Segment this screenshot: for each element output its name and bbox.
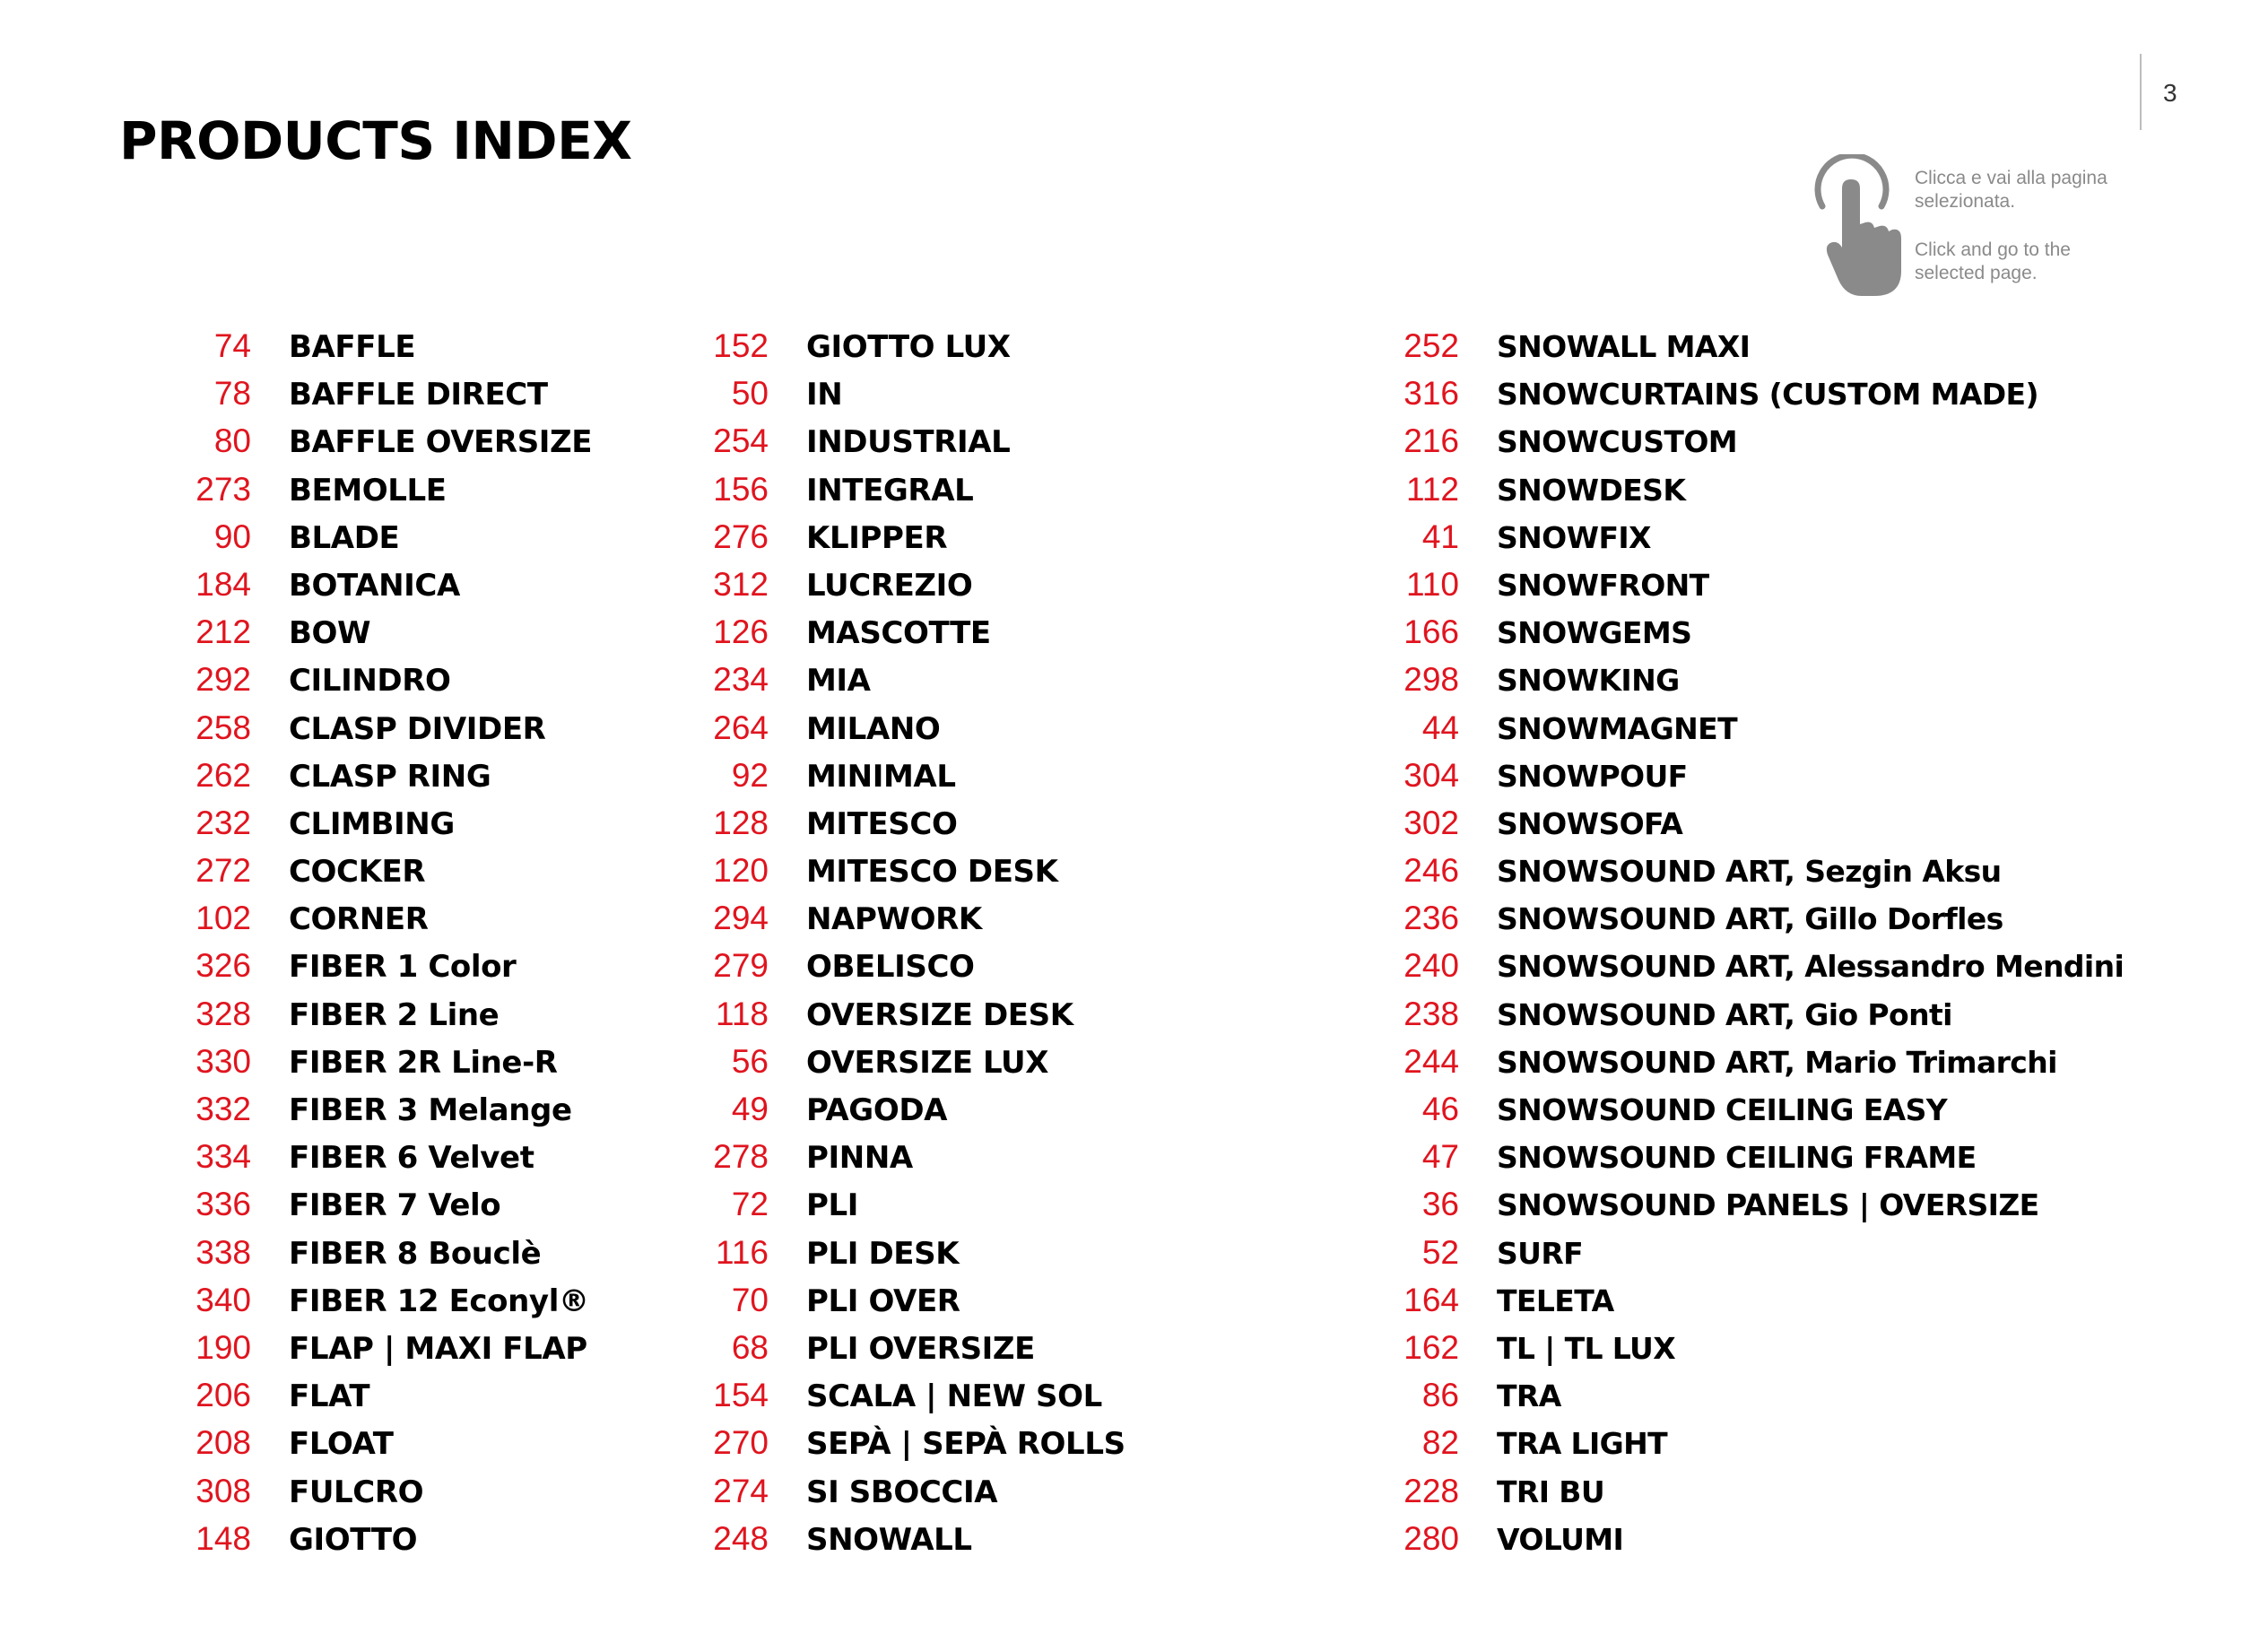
index-entry[interactable] <box>634 1186 1125 1233</box>
product-name[interactable]: FLAP | MAXI FLAP <box>289 1330 587 1367</box>
product-name[interactable]: CILINDRO <box>289 663 451 700</box>
index-entry[interactable] <box>117 900 592 947</box>
index-entry[interactable] <box>117 996 592 1043</box>
product-name[interactable]: TRA LIGHT <box>1497 1426 1668 1462</box>
page-link-number[interactable]: 212 <box>196 613 251 651</box>
page-link-number[interactable]: 228 <box>1403 1472 1459 1509</box>
product-name[interactable]: FIBER 2R Line-R <box>289 1044 558 1081</box>
index-entry[interactable] <box>117 566 592 613</box>
page-link-number[interactable]: 280 <box>1403 1519 1459 1557</box>
index-entry[interactable] <box>117 1520 592 1568</box>
index-entry[interactable] <box>634 661 1125 709</box>
page-link-number[interactable]: 206 <box>196 1377 251 1414</box>
page-link-number[interactable]: 246 <box>1403 852 1459 890</box>
index-entry[interactable] <box>1325 566 2124 613</box>
product-name[interactable]: SNOWGEMS <box>1497 615 1692 651</box>
product-name[interactable]: SNOWPOUF <box>1497 758 1688 794</box>
index-entry[interactable] <box>117 709 592 757</box>
product-name[interactable]: FIBER 3 Melange <box>289 1092 572 1128</box>
page-link-number[interactable]: 302 <box>1403 804 1459 841</box>
product-name[interactable]: FULCRO <box>289 1474 424 1510</box>
index-column-2 <box>634 327 1125 1568</box>
product-name[interactable]: SNOWMAGNET <box>1497 710 1737 746</box>
index-entry[interactable] <box>1325 1377 2124 1424</box>
page-link-number[interactable]: 278 <box>713 1138 769 1176</box>
page-link-number[interactable]: 272 <box>196 852 251 890</box>
page-link-number[interactable]: 190 <box>196 1328 251 1366</box>
product-name[interactable]: LUCREZIO <box>806 567 973 604</box>
product-name[interactable]: SNOWCURTAINS (CUSTOM MADE) <box>1497 377 2038 413</box>
product-name[interactable]: MINIMAL <box>806 758 956 795</box>
product-name[interactable]: MASCOTTE <box>806 615 991 652</box>
page-link-number[interactable]: 262 <box>196 756 251 794</box>
index-entry[interactable] <box>1325 375 2124 422</box>
index-entry[interactable] <box>1325 471 2124 518</box>
page-link-number[interactable]: 110 <box>1406 565 1459 603</box>
product-name[interactable]: FLAT <box>289 1378 370 1415</box>
index-entry[interactable] <box>634 852 1125 900</box>
page-link-number[interactable]: 316 <box>1403 375 1459 413</box>
page-link-number[interactable]: 298 <box>1403 661 1459 699</box>
product-name[interactable]: BAFFLE OVERSIZE <box>289 424 593 461</box>
page-link-number[interactable]: 78 <box>213 375 251 413</box>
product-name[interactable]: TELETA <box>1497 1282 1614 1318</box>
product-name[interactable]: CLASP DIVIDER <box>289 710 546 747</box>
product-name[interactable]: BOW <box>289 615 371 652</box>
header-divider <box>2140 54 2142 130</box>
index-entry[interactable] <box>117 613 592 661</box>
page-link-number[interactable]: 102 <box>196 900 251 937</box>
index-entry[interactable] <box>117 1043 592 1091</box>
product-name[interactable]: OVERSIZE LUX <box>806 1044 1049 1081</box>
page-link-number[interactable]: 334 <box>196 1138 251 1176</box>
page-link-number[interactable]: 112 <box>1406 470 1459 508</box>
index-entry[interactable] <box>634 375 1125 422</box>
page-link-number[interactable]: 49 <box>731 1091 769 1127</box>
page-link-number[interactable]: 118 <box>716 995 769 1032</box>
index-entry[interactable] <box>634 1377 1125 1424</box>
page-link-number[interactable]: 292 <box>196 661 251 699</box>
index-entry[interactable] <box>117 1473 592 1520</box>
page-link-number[interactable]: 328 <box>196 995 251 1032</box>
index-entry[interactable] <box>1325 1043 2124 1091</box>
index-entry[interactable] <box>117 661 592 709</box>
page-link-number[interactable]: 312 <box>713 565 769 603</box>
product-name[interactable]: CLIMBING <box>289 805 455 842</box>
index-entry[interactable] <box>1325 327 2124 375</box>
index-entry[interactable] <box>117 947 592 995</box>
product-name[interactable]: INDUSTRIAL <box>806 424 1011 461</box>
index-entry[interactable] <box>1325 1424 2124 1472</box>
index-entry[interactable] <box>634 996 1125 1043</box>
page-title: PRODUCTS INDEX <box>119 110 632 171</box>
index-entry[interactable] <box>634 1043 1125 1091</box>
index-entry[interactable] <box>634 1091 1125 1138</box>
page-number: 3 <box>2163 79 2177 107</box>
page-link-number[interactable]: 264 <box>713 709 769 746</box>
page-link-number[interactable]: 82 <box>1421 1424 1459 1462</box>
page-link-number[interactable]: 254 <box>713 422 769 460</box>
page-link-number[interactable]: 252 <box>1403 327 1459 364</box>
product-name[interactable]: FIBER 8 Bouclè <box>289 1235 542 1272</box>
page-link-number[interactable]: 338 <box>196 1233 251 1271</box>
index-entry[interactable] <box>634 709 1125 757</box>
index-entry[interactable] <box>1325 422 2124 470</box>
product-name[interactable]: OVERSIZE DESK <box>806 996 1073 1033</box>
product-name[interactable]: PAGODA <box>806 1092 948 1128</box>
product-name[interactable]: OBELISCO <box>806 949 975 986</box>
page-link-number[interactable]: 308 <box>196 1472 251 1509</box>
product-name[interactable]: SNOWSOUND ART, Alessandro Mendini <box>1497 949 2125 985</box>
page-link-number[interactable]: 162 <box>1403 1328 1459 1366</box>
product-name[interactable]: NAPWORK <box>806 901 982 938</box>
page-link-number[interactable]: 216 <box>1403 422 1459 460</box>
index-entry[interactable] <box>1325 804 2124 852</box>
product-name[interactable]: SNOWSOUND CEILING EASY <box>1497 1092 1948 1127</box>
page-link-number[interactable]: 326 <box>196 947 251 985</box>
page-link-number[interactable]: 52 <box>1421 1233 1459 1271</box>
page-link-number[interactable]: 74 <box>213 327 251 364</box>
page-link-number[interactable]: 166 <box>1403 613 1459 651</box>
page-link-number[interactable]: 336 <box>196 1186 251 1223</box>
index-entry[interactable] <box>634 804 1125 852</box>
page-link-number[interactable]: 126 <box>713 613 769 651</box>
index-entry[interactable] <box>117 804 592 852</box>
hint-text <box>1915 167 2121 285</box>
index-column-1 <box>117 327 592 1568</box>
page-link-number[interactable]: 244 <box>1403 1042 1459 1080</box>
hint-text-it: Clicca e vai alla pagina selezionata. <box>1915 168 2107 212</box>
page-link-number[interactable]: 44 <box>1421 709 1459 746</box>
index-entry[interactable] <box>1325 1473 2124 1520</box>
product-name[interactable]: KLIPPER <box>806 519 948 556</box>
page-link-number[interactable]: 148 <box>196 1519 251 1557</box>
page-link-number[interactable]: 128 <box>713 804 769 841</box>
product-name[interactable]: COCKER <box>289 854 426 891</box>
product-name[interactable]: VOLUMI <box>1497 1521 1624 1557</box>
product-name[interactable]: TL | TL LUX <box>1497 1330 1676 1366</box>
page-link-number[interactable]: 70 <box>731 1281 769 1318</box>
product-name[interactable]: SNOWSOUND PANELS | OVERSIZE <box>1497 1187 2039 1223</box>
product-name[interactable]: FLOAT <box>289 1426 394 1463</box>
index-entry[interactable] <box>634 471 1125 518</box>
index-entry[interactable] <box>1325 1186 2124 1233</box>
product-name[interactable]: SNOWDESK <box>1497 472 1686 508</box>
index-entry[interactable] <box>117 1329 592 1377</box>
index-entry[interactable] <box>634 613 1125 661</box>
product-name[interactable]: CLASP RING <box>289 758 491 795</box>
product-name[interactable]: SNOWALL MAXI <box>1497 329 1751 364</box>
index-entry[interactable] <box>117 852 592 900</box>
product-name[interactable]: SNOWALL <box>806 1521 972 1558</box>
product-name[interactable]: PLI OVER <box>806 1282 960 1319</box>
product-name[interactable]: BOTANICA <box>289 567 460 604</box>
index-entry[interactable] <box>1325 852 2124 900</box>
page-link-number[interactable]: 56 <box>731 1042 769 1080</box>
product-name[interactable]: PLI DESK <box>806 1235 960 1272</box>
page-link-number[interactable]: 92 <box>731 756 769 794</box>
page-link-number[interactable]: 116 <box>716 1233 769 1271</box>
product-name[interactable]: SNOWSOUND ART, Sezgin Aksu <box>1497 854 2002 890</box>
product-name[interactable]: BAFFLE <box>289 329 416 365</box>
page-link-number[interactable]: 304 <box>1403 756 1459 794</box>
page-link-number[interactable]: 340 <box>196 1281 251 1318</box>
index-entry[interactable] <box>634 518 1125 566</box>
product-name[interactable]: FIBER 7 Velo <box>289 1187 501 1224</box>
product-name[interactable]: TRA <box>1497 1378 1561 1414</box>
index-entry[interactable] <box>117 1186 592 1233</box>
index-entry[interactable] <box>117 518 592 566</box>
product-name[interactable]: PINNA <box>806 1140 913 1177</box>
page-link-number[interactable]: 276 <box>713 517 769 555</box>
index-entry[interactable] <box>1325 613 2124 661</box>
product-name[interactable]: SNOWSOUND ART, Mario Trimarchi <box>1497 1044 2057 1080</box>
index-entry[interactable] <box>117 1234 592 1282</box>
page-link-number[interactable]: 90 <box>213 517 251 555</box>
product-name[interactable]: SNOWKING <box>1497 663 1680 699</box>
hint-text-en: Click and go to the selected page. <box>1915 239 2071 283</box>
index-entry[interactable] <box>634 1234 1125 1282</box>
product-name[interactable]: FIBER 6 Velvet <box>289 1140 534 1177</box>
product-name[interactable]: FIBER 2 Line <box>289 996 500 1033</box>
product-name[interactable]: SURF <box>1497 1235 1584 1271</box>
product-name[interactable]: SNOWSOUND ART, Gio Ponti <box>1497 996 1952 1032</box>
page-link-number[interactable]: 270 <box>713 1424 769 1462</box>
product-name[interactable]: INTEGRAL <box>806 472 974 509</box>
product-name[interactable]: SNOWCUSTOM <box>1497 424 1738 460</box>
index-entry[interactable] <box>634 1473 1125 1520</box>
index-entry[interactable] <box>1325 900 2124 947</box>
page-link-number[interactable]: 258 <box>196 709 251 746</box>
index-entry[interactable] <box>117 1424 592 1472</box>
product-name[interactable]: MITESCO <box>806 805 958 842</box>
index-entry[interactable] <box>117 375 592 422</box>
index-entry[interactable] <box>634 947 1125 995</box>
page-link-number[interactable]: 72 <box>731 1186 769 1223</box>
index-entry[interactable] <box>117 1091 592 1138</box>
tap-finger-icon <box>1803 154 1910 298</box>
index-entry[interactable] <box>634 1424 1125 1472</box>
index-entry[interactable] <box>634 1282 1125 1329</box>
page-link-number[interactable]: 164 <box>1403 1281 1459 1318</box>
index-entry[interactable] <box>1325 1091 2124 1138</box>
product-name[interactable]: SNOWFRONT <box>1497 567 1709 603</box>
index-entry[interactable] <box>1325 757 2124 804</box>
index-entry[interactable] <box>1325 1234 2124 1282</box>
index-entry[interactable] <box>1325 1282 2124 1329</box>
page-link-number[interactable]: 46 <box>1421 1091 1459 1127</box>
index-entry[interactable] <box>1325 1329 2124 1377</box>
index-entry[interactable] <box>634 757 1125 804</box>
product-name[interactable]: PLI OVERSIZE <box>806 1330 1035 1367</box>
page-link-number[interactable]: 273 <box>196 470 251 508</box>
product-name[interactable]: BAFFLE DIRECT <box>289 377 548 413</box>
index-entry[interactable] <box>634 422 1125 470</box>
page-link-number[interactable]: 208 <box>196 1424 251 1462</box>
index-entry[interactable] <box>117 471 592 518</box>
page-link-number[interactable]: 156 <box>713 470 769 508</box>
page-link-number[interactable]: 238 <box>1403 995 1459 1032</box>
product-name[interactable]: MITESCO DESK <box>806 854 1058 891</box>
page-link-number[interactable]: 248 <box>713 1519 769 1557</box>
product-name[interactable]: IN <box>806 377 843 413</box>
product-name[interactable]: SEPÀ | SEPÀ ROLLS <box>806 1426 1125 1463</box>
page-link-number[interactable]: 274 <box>713 1472 769 1509</box>
index-entry[interactable] <box>117 1377 592 1424</box>
product-name[interactable]: SNOWSOUND CEILING FRAME <box>1497 1140 1977 1176</box>
product-name[interactable]: CORNER <box>289 901 429 938</box>
product-name[interactable]: FIBER 12 Econyl® <box>289 1282 589 1319</box>
product-name[interactable]: SNOWSOUND ART, Gillo Dorfles <box>1497 901 2003 937</box>
page-link-number[interactable]: 294 <box>713 900 769 937</box>
index-entry[interactable] <box>117 1282 592 1329</box>
page-link-number[interactable]: 50 <box>731 375 769 413</box>
index-entry[interactable] <box>1325 996 2124 1043</box>
index-entry[interactable] <box>1325 1138 2124 1186</box>
page-link-number[interactable]: 332 <box>196 1091 251 1127</box>
index-entry[interactable] <box>634 900 1125 947</box>
page-link-number[interactable]: 184 <box>196 565 251 603</box>
product-name[interactable]: MIA <box>806 663 871 700</box>
product-name[interactable]: GIOTTO LUX <box>806 329 1011 365</box>
page-link-number[interactable]: 232 <box>196 804 251 841</box>
index-entry[interactable] <box>117 327 592 375</box>
page-link-number[interactable]: 36 <box>1421 1186 1459 1223</box>
index-entry[interactable] <box>1325 709 2124 757</box>
index-entry[interactable] <box>1325 1520 2124 1568</box>
page-link-number[interactable]: 154 <box>713 1377 769 1414</box>
product-name[interactable]: BLADE <box>289 519 400 556</box>
page-link-number[interactable]: 120 <box>713 852 769 890</box>
index-entry[interactable] <box>1325 947 2124 995</box>
index-entry[interactable] <box>634 327 1125 375</box>
product-name[interactable]: BEMOLLE <box>289 472 447 509</box>
product-name[interactable]: SNOWSOFA <box>1497 805 1683 841</box>
index-entry[interactable] <box>117 422 592 470</box>
product-name[interactable]: GIOTTO <box>289 1521 418 1558</box>
index-entry[interactable] <box>1325 518 2124 566</box>
index-entry[interactable] <box>117 757 592 804</box>
page-link-number[interactable]: 47 <box>1421 1138 1459 1176</box>
page-link-number[interactable]: 152 <box>713 327 769 364</box>
index-column-3 <box>1325 327 2124 1568</box>
index-entry[interactable] <box>634 1520 1125 1568</box>
index-entry[interactable] <box>634 1329 1125 1377</box>
product-name[interactable]: SI SBOCCIA <box>806 1474 998 1510</box>
product-name[interactable]: SCALA | NEW SOL <box>806 1378 1102 1415</box>
product-name[interactable]: MILANO <box>806 710 941 747</box>
page-link-number[interactable]: 86 <box>1421 1377 1459 1414</box>
index-entry[interactable] <box>1325 661 2124 709</box>
page-link-number[interactable]: 234 <box>713 661 769 699</box>
page-link-number[interactable]: 240 <box>1403 947 1459 985</box>
page-link-number[interactable]: 279 <box>713 947 769 985</box>
page-link-number[interactable]: 68 <box>731 1328 769 1366</box>
page-link-number[interactable]: 236 <box>1403 900 1459 937</box>
product-name[interactable]: TRI BU <box>1497 1474 1605 1509</box>
product-name[interactable]: FIBER 1 Color <box>289 949 517 986</box>
product-name[interactable]: SNOWFIX <box>1497 519 1651 555</box>
page-link-number[interactable]: 41 <box>1421 517 1459 555</box>
page-link-number[interactable]: 330 <box>196 1042 251 1080</box>
product-name[interactable]: PLI <box>806 1187 859 1224</box>
index-entry[interactable] <box>634 1138 1125 1186</box>
index-entry[interactable] <box>634 566 1125 613</box>
page-link-number[interactable]: 80 <box>213 422 251 460</box>
index-entry[interactable] <box>117 1138 592 1186</box>
